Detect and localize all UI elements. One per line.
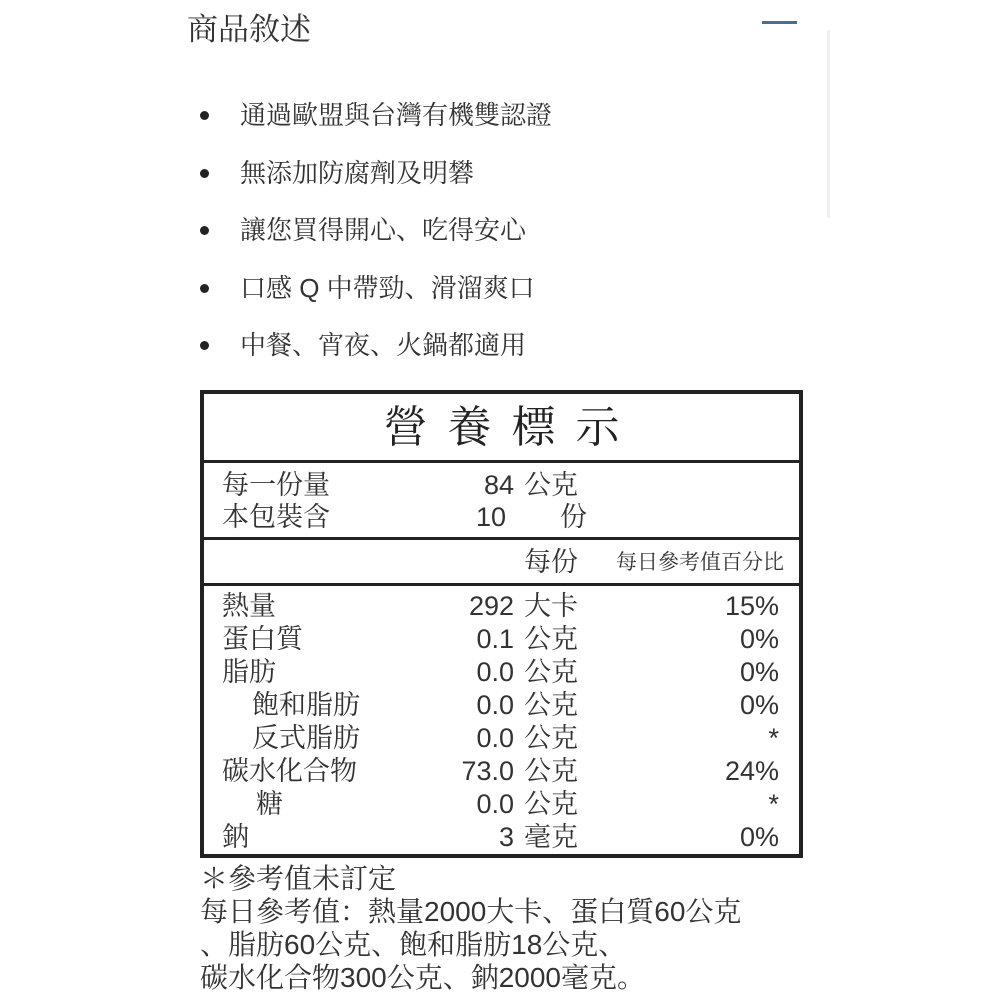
nutrient-cell: 0% [739,624,779,654]
list-item: 讓您買得開心、吃得安心 [200,211,552,269]
nutrition-title: 營養標示 [204,394,799,463]
list-item: 口感 Q 中帶勁、滑溜爽口 [200,269,552,327]
bullet-icon [200,284,209,293]
nutrient-cell: 公克 [524,723,578,753]
nutrient-cell: 大卡 [524,591,578,621]
list-item: 無添加防腐劑及明礬 [200,154,552,212]
nutrient-cell: 毫克 [524,822,578,852]
nutrient-cell: * [768,789,779,819]
nutrient-cell: 熱量 [222,591,276,621]
nutrient-cell: 0.0 [476,690,514,720]
nutrient-cell: 糖 [256,789,283,819]
nutrition-label [200,390,803,858]
nutrient-cell: 3 [498,822,514,852]
footnote-line: ＊參考值未訂定 [200,863,397,894]
nutrient-cell: 0.0 [476,657,514,687]
nutrient-cell: 鈉 [222,822,249,852]
nutrient-cell: 碳水化合物 [222,756,357,786]
nutrient-cell: * [768,723,779,753]
bullet-icon [200,226,209,235]
nutrient-cell: 15% [724,591,779,621]
nutrient-cell: 73.0 [461,756,514,786]
nutrient-cell: 公克 [524,657,578,687]
nutrient-cell: 公克 [524,756,578,786]
nutrient-cell: 蛋白質 [222,624,303,654]
bullet-icon [200,111,209,120]
serving-info: 每一份量 84 公克 本包裝含 10 份 [204,463,799,540]
nutrient-cell: 292 [468,591,514,621]
bullet-icon [200,169,209,178]
list-item: 中餐、宵夜、火鍋都適用 [200,326,552,384]
nutrient-cell: 0% [739,690,779,720]
list-item: 通過歐盟與台灣有機雙認證 [200,96,552,154]
footnote-line: 、脂肪60公克、飽和脂肪18公克、 [200,929,627,960]
minus-icon[interactable] [762,21,797,24]
nutrient-cell: 公克 [524,690,578,720]
footnote-line: 每日參考值：熱量2000大卡、蛋白質60公克 [200,896,742,927]
footnotes [200,862,741,994]
scrollbar[interactable] [827,30,830,218]
nutrient-cell: 脂肪 [222,657,276,687]
nutrient-cell: 反式脂肪 [252,723,360,753]
footnote-line: 碳水化合物300公克、鈉2000毫克。 [200,962,646,993]
nutrient-cell: 0.0 [476,789,514,819]
nutrient-cell: 24% [724,756,779,786]
feature-list [200,96,552,384]
section-title: 商品敘述 [187,12,311,47]
nutrient-cell: 0% [739,657,779,687]
nutrient-cell: 0% [739,822,779,852]
column-headers: 每份 每日參考值百分比 [204,540,799,586]
nutrient-cell: 公克 [524,624,578,654]
nutrient-cell: 公克 [524,789,578,819]
nutrient-cell: 0.0 [476,723,514,753]
nutrient-cell: 飽和脂肪 [252,690,360,720]
bullet-icon [200,341,209,350]
nutrient-cell: 0.1 [476,624,514,654]
